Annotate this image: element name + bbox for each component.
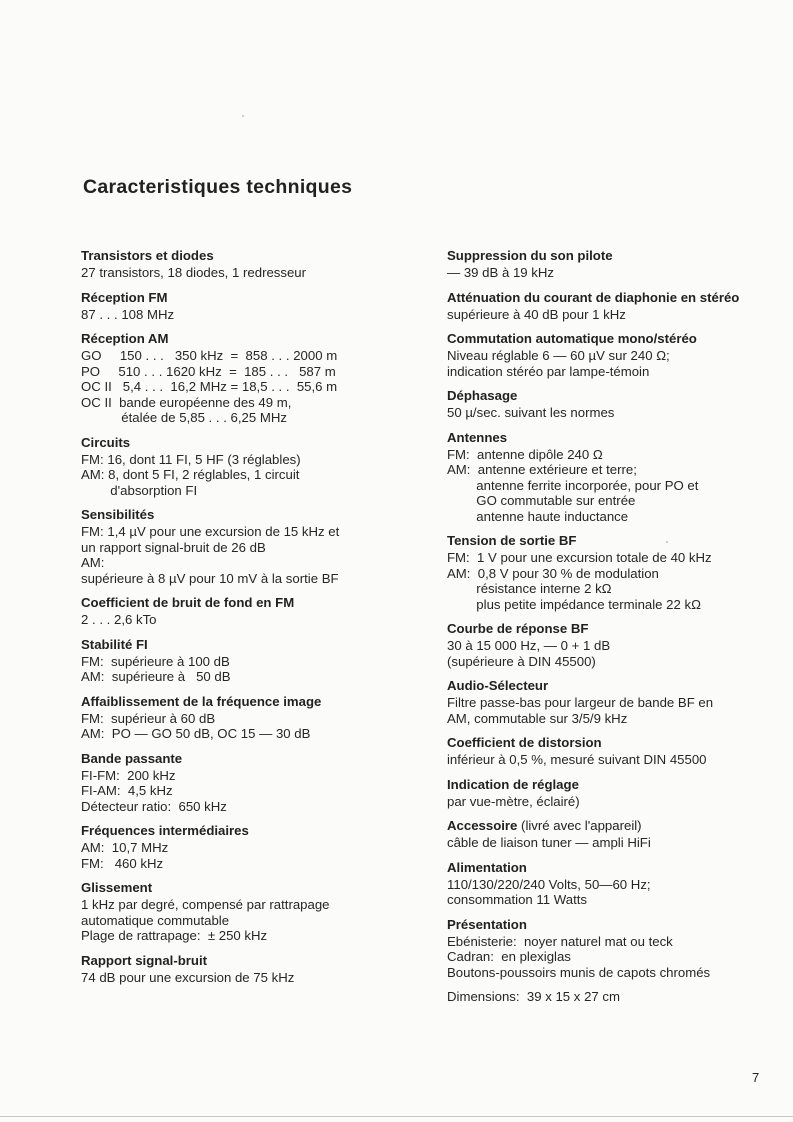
spec-line: FM: 1,4 µV pour une excursion de 15 kHz et: [81, 524, 340, 539]
spec-section-title-text: Réception AM: [81, 331, 169, 346]
spec-line: 74 dB pour une excursion de 75 kHz: [81, 969, 295, 985]
spec-section-title: [447, 430, 777, 446]
spec-section: [81, 694, 411, 742]
spec-line: AM, commutable sur 3/5/9 kHz: [447, 710, 628, 726]
spec-section: [447, 735, 777, 768]
spec-section-title: [81, 595, 411, 611]
spec-section-title-text: Affaiblissement de la fréquence image: [81, 693, 322, 709]
spec-section-title: [81, 694, 411, 710]
spec-section-title: [447, 533, 777, 549]
spec-line: un rapport signal-bruit de 26 dB: [81, 539, 266, 555]
spec-section-title-text: Suppression du son pilote: [447, 248, 613, 263]
spec-section-title: [447, 388, 777, 404]
spec-line: (supérieure à DIN 45500): [447, 653, 596, 669]
spec-line: FM: 16, dont 11 FI, 5 HF (3 réglables): [81, 451, 301, 467]
spec-section-title: [447, 917, 777, 933]
spec-section-title-text: Courbe de réponse BF: [447, 621, 589, 636]
spec-line: 87 . . . 108 MHz: [81, 306, 175, 322]
spec-section: [447, 678, 777, 726]
spec-section: [81, 823, 411, 871]
spec-line: AM: 10,7 MHz: [81, 840, 169, 855]
spec-section-title-text: Commutation automatique mono/stéréo: [447, 331, 697, 346]
spec-section-title-text: Glissement: [81, 880, 153, 895]
spec-line: FM: antenne dipôle 240 Ω: [447, 446, 603, 462]
spec-line: FM: 460 kHz: [81, 855, 164, 871]
spec-section-title: [81, 823, 411, 839]
spec-section: [447, 917, 777, 1005]
spec-section: [447, 860, 777, 908]
spec-line: 110/130/220/240 Volts, 50—60 Hz;: [447, 876, 651, 892]
spec-line: 2 . . . 2,6 kTo: [81, 612, 157, 627]
spec-line: Filtre passe-bas pour largeur de bande BF en: [447, 695, 714, 710]
spec-line: inférieur à 0,5 %, mesuré suivant DIN 45500: [447, 752, 707, 767]
spec-section: [81, 248, 411, 281]
spec-section: [81, 331, 411, 426]
spec-line: plus petite impédance terminale 22 kΩ: [447, 596, 701, 612]
spec-line: AM: antenne extérieure et terre;: [447, 462, 637, 477]
spec-line: FI-FM: 200 kHz: [81, 767, 176, 783]
spec-line: Niveau réglable 6 — 60 µV sur 240 Ω;: [447, 348, 670, 363]
page-title: Caracteristiques techniques: [83, 176, 353, 198]
spec-line: AM:: [81, 555, 105, 570]
spec-line: Cadran: en plexiglas: [447, 949, 571, 964]
speck: [242, 115, 244, 117]
spec-section: [81, 290, 411, 323]
spec-line: GO 150 . . . 350 kHz = 858 . . . 2000 m: [81, 348, 338, 363]
spec-section-title-text: Alimentation: [447, 859, 527, 875]
spec-section: [81, 751, 411, 815]
spec-section-title-text: Coefficient de distorsion: [447, 735, 602, 750]
spec-section-title: [81, 248, 411, 264]
spec-section-title: [81, 331, 411, 347]
speck: [666, 541, 668, 543]
spec-section-title-text: Circuits: [81, 434, 131, 450]
spec-section-title-text: Réception FM: [81, 289, 168, 305]
spec-section-title: [447, 678, 777, 694]
spec-line: supérieure à 8 µV pour 10 mV à la sortie BF: [81, 570, 339, 586]
spec-line: PO 510 . . . 1620 kHz = 185 . . . 587 m: [81, 363, 336, 379]
spec-line: antenne haute inductance: [447, 508, 629, 524]
spec-section-title: [447, 777, 777, 793]
spec-line: Dimensions: 39 x 15 x 27 cm: [447, 989, 620, 1004]
spec-section: [447, 818, 777, 851]
spec-line: d'absorption FI: [81, 482, 198, 498]
spec-line: OC II 5,4 . . . 16,2 MHz = 18,5 . . . 55,6 m: [81, 379, 338, 394]
spec-line: [447, 980, 777, 989]
spec-line: par vue-mètre, éclairé): [447, 793, 580, 809]
spec-line: AM: supérieure à 50 dB: [81, 669, 231, 684]
spec-section-title-text: Fréquences intermédiaires: [81, 823, 249, 838]
spec-section-title-text: Antennes: [447, 429, 508, 445]
spec-line: 27 transistors, 18 diodes, 1 redresseur: [81, 265, 307, 280]
spec-section: [81, 637, 411, 685]
spec-section-title: [81, 953, 411, 969]
spec-line: câble de liaison tuner — ampli HiFi: [447, 835, 651, 850]
spec-section: [447, 388, 777, 421]
spec-section-title: [81, 290, 411, 306]
spec-section-title-text: Coefficient de bruit de fond en FM: [81, 595, 295, 610]
spec-section-title: [447, 248, 777, 264]
spec-line: OC II bande européenne des 49 m,: [81, 394, 292, 410]
spec-section: [81, 507, 411, 586]
spec-line: FM: supérieur à 60 dB: [81, 710, 216, 726]
spec-section: [447, 777, 777, 810]
spec-section-title-text: Stabilité FI: [81, 636, 148, 652]
spec-section-title: [81, 507, 411, 523]
spec-line: Détecteur ratio: 650 kHz: [81, 798, 227, 814]
spec-section-title-text: Accessoire: [447, 818, 518, 833]
spec-line: Plage de rattrapage: ± 250 kHz: [81, 928, 268, 943]
page-number: 7: [752, 1070, 760, 1085]
spec-section-title: [447, 818, 777, 834]
spec-section: [447, 248, 777, 281]
spec-line: 1 kHz par degré, compensé par rattrapage: [81, 897, 330, 912]
spec-line: 30 à 15 000 Hz, — 0 + 1 dB: [447, 638, 611, 653]
spec-line: résistance interne 2 kΩ: [447, 581, 612, 596]
spec-section: [447, 331, 777, 379]
spec-section-title: [81, 637, 411, 653]
spec-section-title: [447, 860, 777, 876]
spec-line: 50 µ/sec. suivant les normes: [447, 405, 615, 420]
spec-line: FI-AM: 4,5 kHz: [81, 783, 173, 798]
spec-section: [447, 290, 777, 323]
left-column: [81, 248, 411, 994]
spec-line: antenne ferrite incorporée, pour PO et: [447, 477, 699, 493]
spec-line: consommation 11 Watts: [447, 892, 587, 907]
spec-section-title-text: Sensibilités: [81, 507, 155, 522]
spec-line: indication stéréo par lampe-témoin: [447, 363, 650, 379]
spec-line: GO commutable sur entrée: [447, 493, 636, 508]
spec-section: [81, 435, 411, 499]
spec-section: [447, 533, 777, 612]
spec-section: [447, 430, 777, 525]
spec-line: AM: 0,8 V pour 30 % de modulation: [447, 565, 659, 581]
spec-section-title: [447, 331, 777, 347]
spec-section-title-text: Déphasage: [447, 388, 518, 403]
page-edge-line: [0, 1116, 793, 1117]
spec-line: — 39 dB à 19 kHz: [447, 265, 555, 280]
spec-section-title: [81, 751, 411, 767]
spec-section-title-text: Bande passante: [81, 750, 183, 766]
spec-section-title-text: Transistors et diodes: [81, 248, 214, 263]
spec-section-title-text: Rapport signal-bruit: [81, 952, 208, 968]
spec-section-title: [447, 735, 777, 751]
spec-line: automatique commutable: [81, 912, 230, 928]
spec-section-title: [447, 621, 777, 637]
spec-section-title-text: Indication de réglage: [447, 776, 579, 792]
spec-section-title: [81, 880, 411, 896]
spec-section-title-text: Présentation: [447, 916, 527, 932]
spec-line: Ebénisterie: noyer naturel mat ou teck: [447, 933, 673, 949]
spec-section: [447, 621, 777, 669]
spec-line: AM: PO — GO 50 dB, OC 15 — 30 dB: [81, 726, 311, 741]
spec-section: [81, 880, 411, 944]
spec-line: FM: supérieure à 100 dB: [81, 653, 230, 669]
spec-line: AM: 8, dont 5 FI, 2 réglables, 1 circuit: [81, 467, 300, 482]
spec-line: Boutons-poussoirs munis de capots chromés: [447, 964, 711, 980]
spec-section: [81, 595, 411, 628]
spec-line: étalée de 5,85 . . . 6,25 MHz: [81, 410, 287, 425]
spec-section-title-text: Tension de sortie BF: [447, 533, 577, 548]
spec-line: supérieure à 40 dB pour 1 kHz: [447, 306, 626, 322]
spec-section: [81, 953, 411, 986]
spec-section-title: [81, 435, 411, 451]
right-column: [447, 248, 777, 1014]
spec-section-title-text: Atténuation du courant de diaphonie en stéréo: [447, 289, 740, 305]
spec-section-title-text: Audio-Sélecteur: [447, 678, 549, 693]
spec-section-title-suffix: (livré avec l'appareil): [517, 818, 642, 833]
spec-line: FM: 1 V pour une excursion totale de 40 kHz: [447, 550, 712, 565]
spec-section-title: [447, 290, 777, 306]
